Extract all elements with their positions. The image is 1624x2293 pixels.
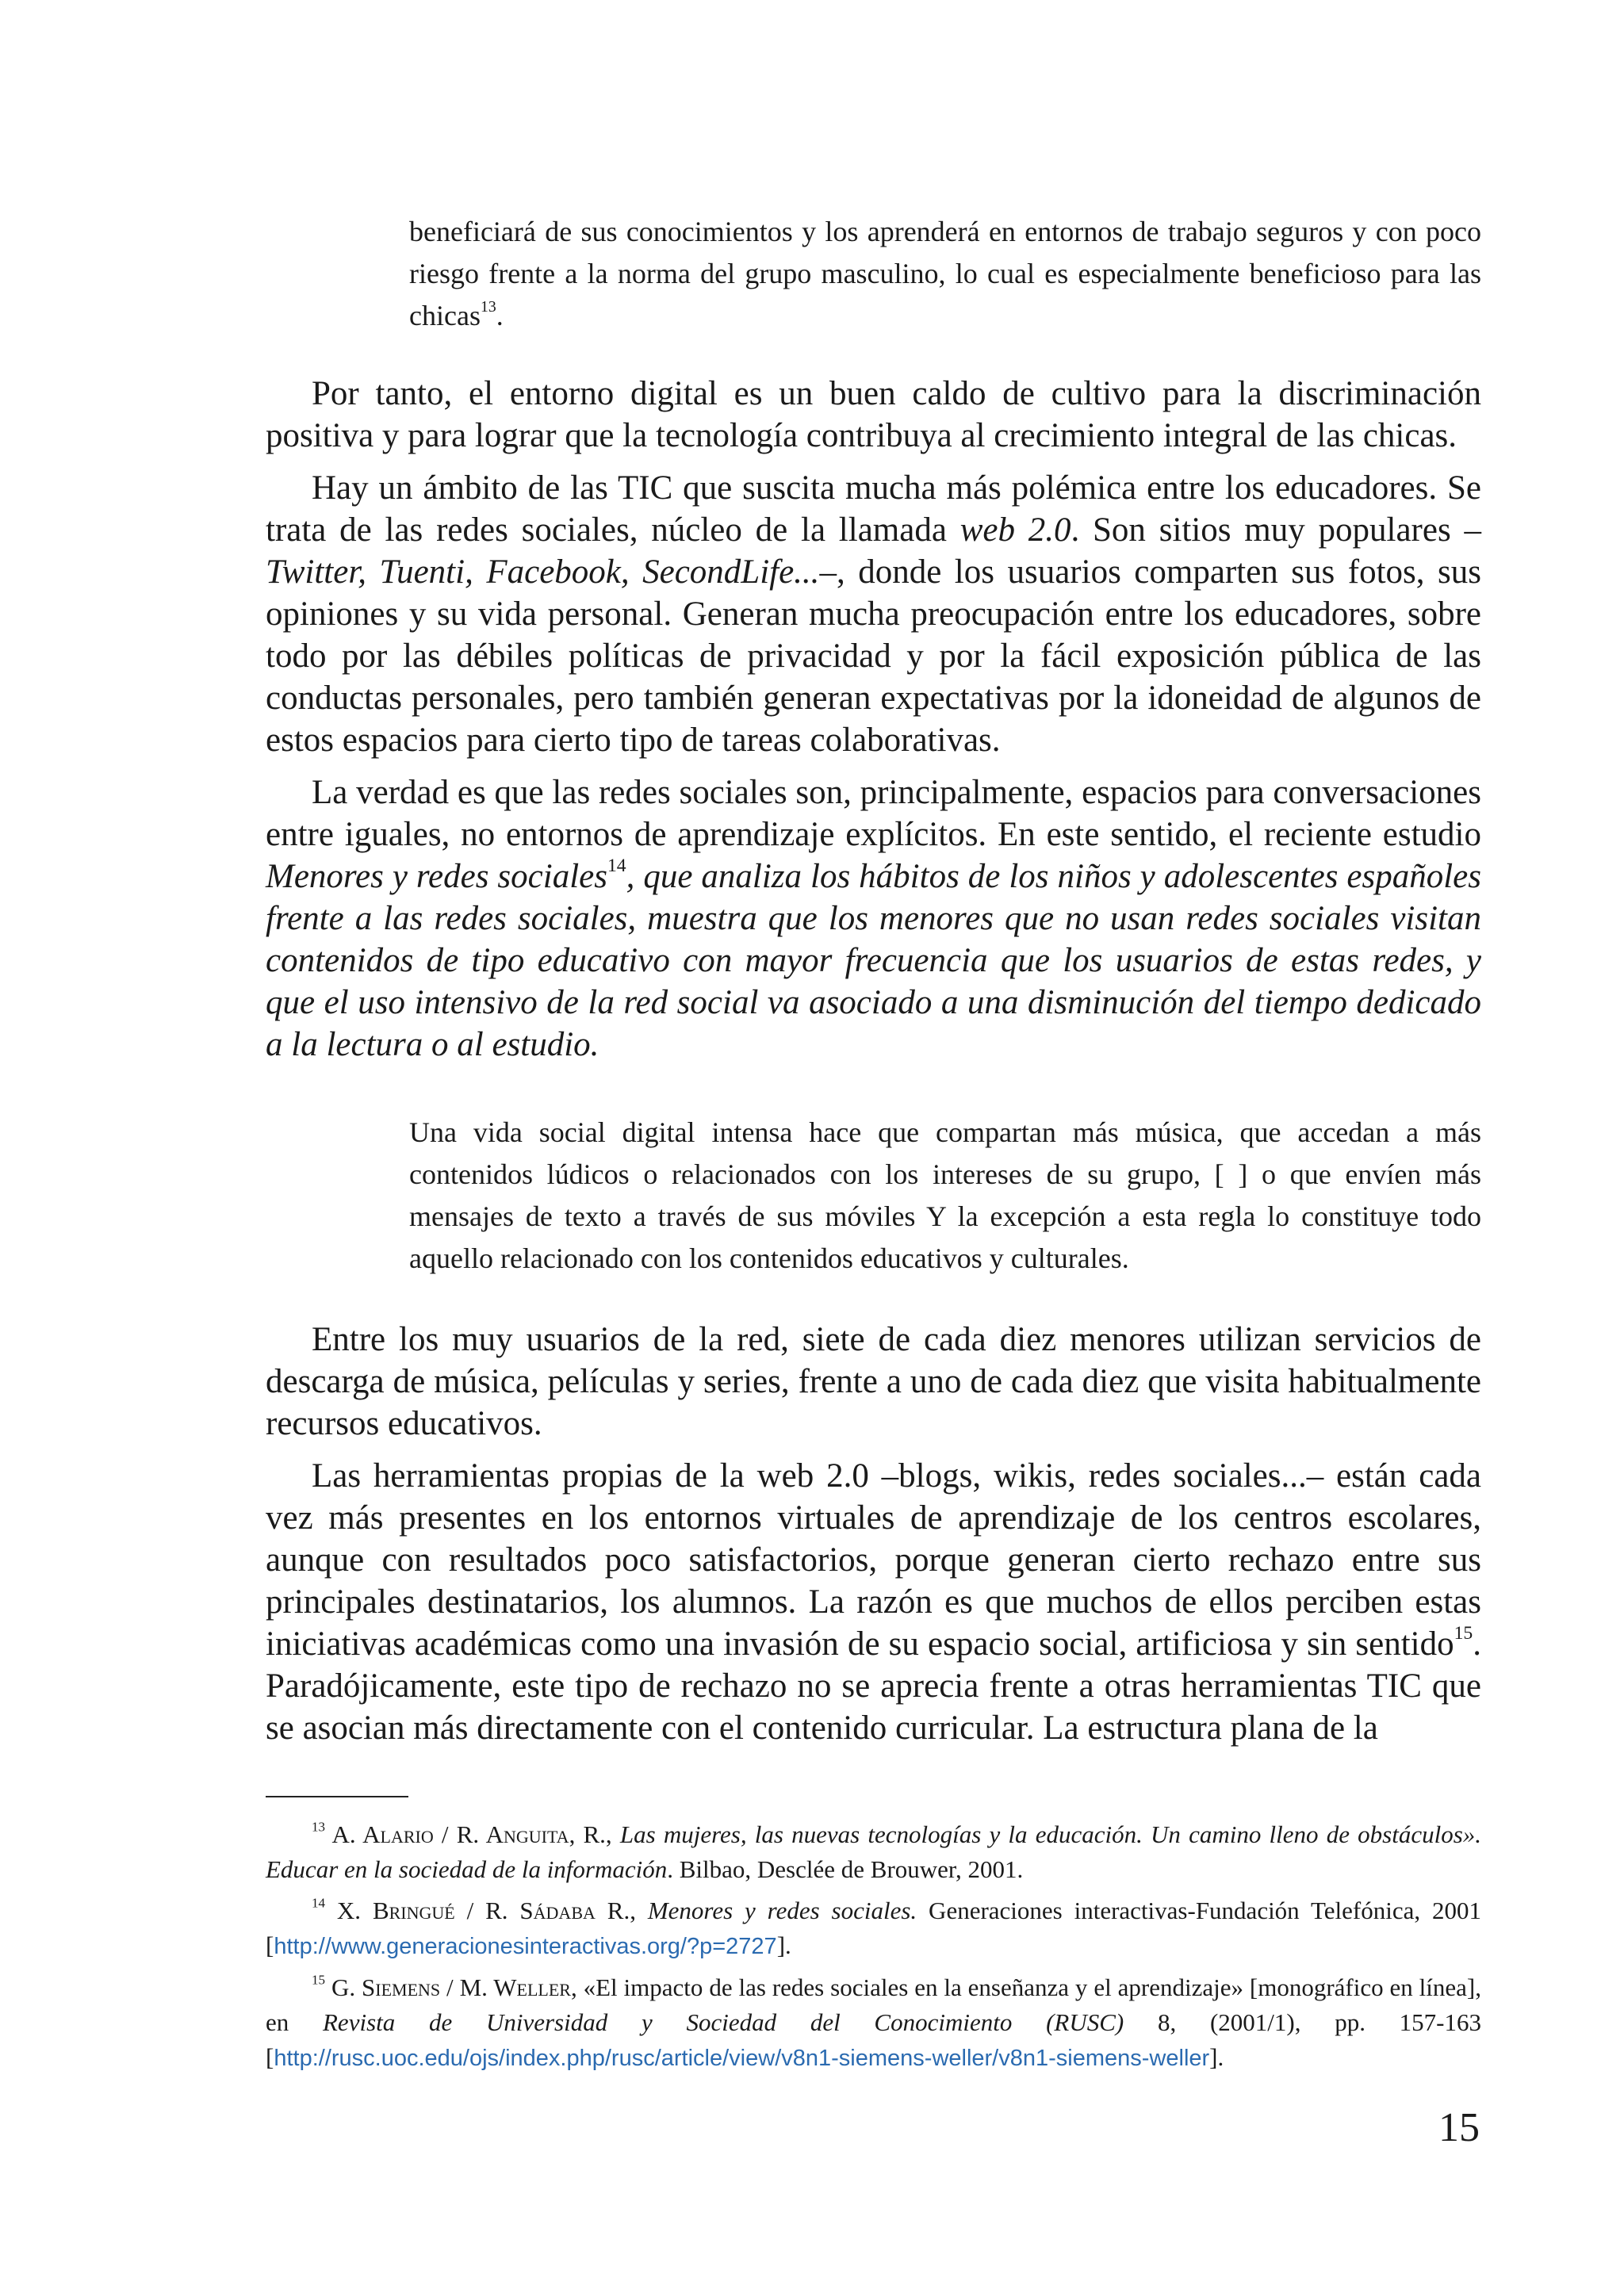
footnote-ref-13[interactable]: 13 — [480, 298, 496, 316]
block-quote-top — [409, 211, 1481, 337]
author-surname: nguita — [504, 1820, 569, 1848]
author-initial: X. B — [336, 1897, 389, 1924]
author-initial: G. S — [331, 1973, 376, 2001]
paragraph-3 — [266, 771, 1481, 1066]
footnote-title: Revista de Universidad y Sociedad del Conocimiento (RUSC) — [323, 2008, 1124, 2036]
footnote-title: Menores y redes sociales. — [647, 1897, 917, 1924]
author-surname: ádaba — [533, 1897, 596, 1924]
paragraph-5-text-b: . Paradójicamente, este tipo de rechazo no se aprecia frente a otras herramientas TIC que se asocian más directamente con el contenido curricular. La estructura plana de la — [266, 1625, 1481, 1747]
footnote-divider — [266, 1796, 408, 1797]
body-text-top — [266, 373, 1481, 1076]
author-initial: / M. W — [440, 1973, 517, 2001]
footnote-link[interactable]: http://rusc.uoc.edu/ojs/index.php/rusc/article/view/v8n1-siemens-weller/v8n1-siemens-weller — [274, 2046, 1210, 2071]
paragraph-2-em-sites: Twitter, Tuenti, Facebook, SecondLife... — [266, 553, 820, 591]
paragraph-3-text-a: La verdad es que las redes sociales son, principalmente, espacios para conversaciones entre iguales, no entornos de aprendizaje explícitos. En este sentido, el reciente estudio — [266, 774, 1481, 853]
footnote-text: Generaciones interactivas-Fundación Telefónica, 2001 [ — [266, 1897, 1481, 1959]
paragraph-2-text-b: . Son sitios muy populares – — [1071, 511, 1481, 549]
paragraph-3-em-text: , que analiza los hábitos de los niños y adolescentes españoles frente a las redes sociales, muestra que los menores que no usan redes sociales visitan contenidos de tipo educativo con mayor frecuencia que los usuarios de estas redes, y que el uso intensivo de la red social va asociado a una disminución del tiempo dedicado a la lectura o al estudio. — [266, 858, 1481, 1063]
footnote-text: 8, (2001/1), pp. 157-163 [ — [266, 2008, 1481, 2071]
author-surname: lario — [380, 1820, 434, 1848]
paragraph-3-em-title: Menores y redes sociales — [266, 858, 607, 895]
author-initial: A. A — [331, 1820, 381, 1848]
footnote-text: ]. — [1209, 2043, 1224, 2071]
page-number: 15 — [1438, 2105, 1480, 2150]
footnotes — [266, 1817, 1481, 2082]
footnote-text: , «El impacto de las redes sociales en la enseñanza y el aprendizaje» [monográfico en línea], en — [266, 1973, 1481, 2036]
footnote-text: ]. — [776, 1931, 791, 1959]
footnote-14 — [266, 1893, 1481, 1964]
paragraph-2-text-c: –, donde los usuarios comparten sus fotos, sus opiniones y su vida personal. Generan mucha preocupación entre los educadores, sobre todo por las débiles políticas de privacidad y por la fácil exposición pública de las conductas personales, pero también generan expectativas por la idoneidad de algunos de estos espacios para cierto tipo de tareas colaborativas. — [266, 553, 1481, 759]
footnote-ref-14[interactable]: 14 — [607, 855, 626, 876]
footnote-number: 15 — [312, 1972, 326, 1988]
paragraph-2-text-a: Hay un ámbito de las TIC que suscita mucha más polémica entre los educadores. Se trata de las redes sociales, núcleo de la llamada — [266, 469, 1481, 549]
paragraph-5 — [266, 1455, 1481, 1749]
footnote-title: Las mujeres, las nuevas tecnologías y la educación. Un camino lleno de obstáculos». Educar en la sociedad de la información — [266, 1820, 1482, 1883]
footnote-link[interactable]: http://www.generacionesinteractivas.org/?p=2727 — [274, 1934, 777, 1959]
footnote-text: , R., — [569, 1820, 620, 1848]
quote-text-end: . — [496, 300, 504, 331]
author-surname: eller — [516, 1973, 571, 2001]
paragraph-2 — [266, 467, 1481, 761]
footnote-number: 13 — [312, 1819, 326, 1835]
quote-text: beneficiará de sus conocimientos y los aprenderá en entornos de trabajo seguros y con poco riesgo frente a la norma del grupo masculino, lo cual es especialmente beneficioso para las chicas — [409, 216, 1481, 331]
author-surname: ringué — [389, 1897, 455, 1924]
author-surname: iemens — [375, 1973, 441, 2001]
paragraph-1: Por tanto, el entorno digital es un buen caldo de cultivo para la discriminación positiva y para lograr que la tecnología contribuya al crecimiento integral de las chicas. — [266, 375, 1481, 454]
paragraph-5-text-a: Las herramientas propias de la web 2.0 –blogs, wikis, redes sociales...– están cada vez más presentes en los entornos virtuales de aprendizaje de los centros escolares, aunque con resultados poco satisfactorios, porque generan cierto rechazo entre sus principales destinatarios, los alumnos. La razón es que muchos de ellos perciben estas iniciativas académicas como una invasión de su espacio social, artificiosa y sin sentido — [266, 1457, 1481, 1663]
paragraph-2-em-web20: web 2.0 — [959, 511, 1071, 549]
author-initial: / R. A — [433, 1820, 504, 1848]
body-text-bottom — [266, 1319, 1481, 1759]
footnote-ref-15[interactable]: 15 — [1454, 1622, 1473, 1644]
author-initial: / R. S — [454, 1897, 534, 1924]
paragraph-4: Entre los muy usuarios de la red, siete de cada diez menores utilizan servicios de descarga de música, películas y series, frente a uno de cada diez que visita habitualmente recursos educativos. — [266, 1321, 1481, 1442]
footnote-13 — [266, 1817, 1481, 1887]
footnote-text: R., — [595, 1897, 648, 1924]
footnote-text: . Bilbao, Desclée de Brouwer, 2001. — [667, 1855, 1024, 1883]
block-quote-mid: Una vida social digital intensa hace que compartan más música, que accedan a más contenidos lúdicos o relacionados con los intereses de su grupo, [ ] o que envíen más mensajes de texto a través de sus móviles Y la excepción a esta regla lo constituye todo aquello relacionado con los contenidos educativos y culturales. — [409, 1116, 1481, 1274]
footnote-number: 14 — [312, 1895, 326, 1911]
footnote-15 — [266, 1970, 1481, 2076]
